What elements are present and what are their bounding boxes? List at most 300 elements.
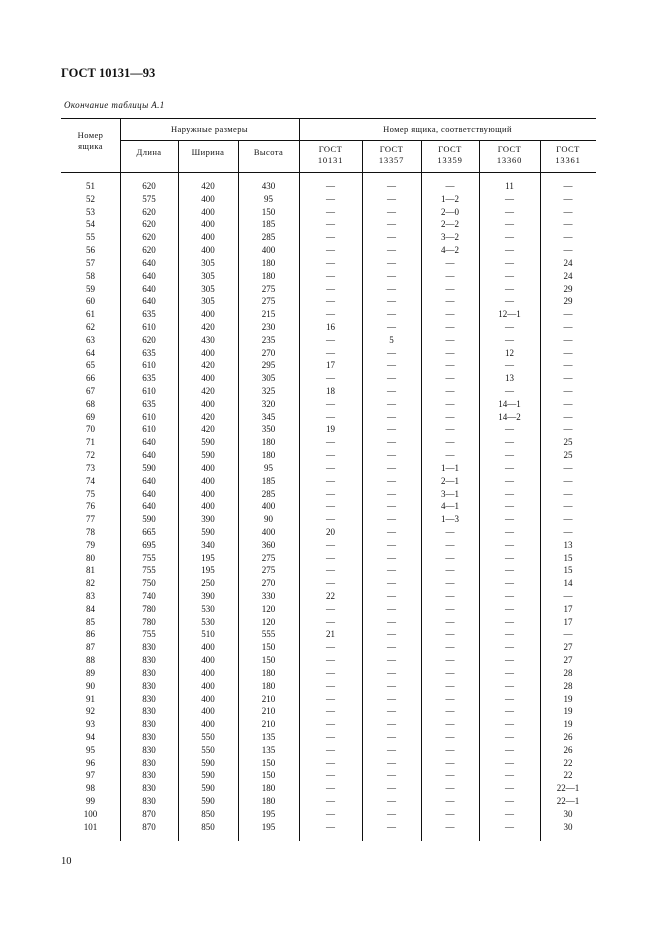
table-cell: 420 (201, 181, 215, 191)
table-cell: — (326, 411, 335, 422)
table-cell: 90 (264, 514, 273, 525)
table-cell: 420 (201, 411, 215, 422)
table-cell: — (445, 603, 455, 614)
table-cell: 830 (142, 731, 156, 742)
table-cell: 400 (201, 680, 215, 691)
table-cell: 285 (261, 232, 276, 243)
table-cell: 275 (261, 565, 276, 576)
table-cell: — (445, 821, 455, 832)
document-title: ГОСТ 10131—93 (61, 66, 156, 80)
table-cell: — (326, 309, 335, 320)
table-cell: 400 (201, 693, 215, 704)
table-cell: 70 (86, 424, 95, 435)
table-cell: 325 (261, 386, 276, 396)
table-cell: 620 (142, 206, 156, 217)
table-cell: — (505, 437, 514, 448)
table-cell: 420 (201, 424, 215, 435)
table-cell: — (445, 321, 455, 332)
table-cell: 400 (201, 655, 215, 666)
table-cell: 575 (142, 193, 156, 204)
table-cell: 870 (142, 808, 156, 819)
table-row (61, 244, 596, 257)
table-cell: 64 (86, 347, 95, 358)
table-row (61, 513, 596, 526)
table-cell: — (505, 424, 514, 435)
table-cell: — (387, 360, 396, 371)
table-cell: — (445, 296, 455, 307)
table-cell: — (387, 667, 396, 678)
table-row (61, 385, 596, 398)
table-cell: 620 (142, 181, 156, 191)
table-cell: 30 (563, 821, 573, 832)
dimensions-table (61, 118, 596, 841)
table-cell: 98 (86, 783, 95, 794)
table-cell: 640 (142, 475, 156, 486)
table-cell: — (326, 232, 335, 243)
table-cell: 610 (142, 411, 156, 422)
table-cell: — (505, 783, 514, 794)
table-cell: 180 (261, 667, 276, 678)
table-cell: 22 (563, 757, 573, 768)
table-cell: 635 (142, 373, 156, 384)
table-cell: 78 (86, 526, 95, 537)
table-cell: 76 (86, 501, 95, 512)
table-cell: 4—1 (441, 501, 459, 512)
table-cell: 20 (326, 526, 335, 537)
table-cell: 1—3 (441, 514, 459, 525)
table-cell: — (387, 757, 396, 768)
table-row (61, 180, 596, 193)
header-box-number: Номер ящика (77, 130, 104, 151)
table-cell: 93 (86, 719, 95, 730)
table-cell: 27 (563, 642, 573, 653)
table-cell: 590 (201, 796, 215, 806)
table-cell: — (326, 655, 335, 666)
table-row (61, 808, 596, 821)
table-cell: 2—1 (441, 475, 459, 486)
table-cell: — (387, 398, 396, 409)
table-cell: — (563, 309, 573, 320)
table-cell: — (505, 360, 514, 371)
table-cell: — (563, 206, 573, 217)
table-cell: — (505, 462, 514, 473)
table-cell: — (505, 257, 514, 268)
table-cell: 150 (261, 655, 276, 666)
table-cell: — (326, 680, 335, 691)
table-cell: 83 (86, 591, 95, 601)
table-cell: 150 (261, 757, 276, 768)
table-cell: — (505, 232, 514, 243)
table-row (61, 769, 596, 782)
table-cell: 180 (261, 783, 276, 794)
table-cell: — (387, 296, 396, 307)
table-cell: 400 (261, 526, 276, 537)
table-cell: 275 (261, 283, 276, 294)
table-cell: — (505, 334, 514, 345)
table-cell: — (563, 526, 573, 537)
table-cell: 640 (142, 257, 156, 268)
table-cell: — (445, 257, 455, 268)
table-cell: 95 (264, 462, 273, 473)
table-cell: 640 (142, 296, 156, 307)
table-row (61, 411, 596, 424)
table-cell: 95 (264, 193, 273, 204)
table-row (61, 552, 596, 565)
header-outer-dimensions: Наружные размеры (171, 124, 248, 134)
table-cell: 3—2 (441, 232, 459, 243)
table-cell: 2—2 (441, 219, 459, 230)
table-cell: — (387, 642, 396, 653)
table-cell: — (387, 526, 396, 537)
table-cell: — (505, 616, 514, 627)
table-cell: 390 (201, 514, 215, 525)
table-cell: 28 (563, 680, 573, 691)
table-cell: — (387, 629, 396, 640)
table-row (61, 680, 596, 693)
table-cell: 22 (563, 770, 573, 781)
table-cell: — (563, 462, 573, 473)
table-cell: 275 (261, 296, 276, 307)
table-cell: — (326, 719, 335, 730)
table-cell: 320 (261, 398, 276, 409)
table-cell: — (326, 181, 335, 191)
table-cell: — (387, 450, 396, 461)
gost-number: 13357 (378, 155, 405, 165)
table-cell: — (563, 334, 573, 345)
table-cell: — (445, 539, 455, 550)
table-cell: — (326, 808, 335, 819)
table-cell: — (563, 386, 573, 396)
table-cell: 1—1 (441, 462, 459, 473)
table-cell: 420 (201, 321, 215, 332)
table-cell: 55 (86, 232, 95, 243)
table-cell: 275 (261, 552, 276, 563)
table-cell: 590 (201, 450, 215, 461)
table-cell: 620 (142, 232, 156, 243)
table-cell: — (505, 757, 514, 768)
table-cell: 400 (201, 706, 215, 717)
table-cell: — (563, 181, 573, 191)
table-cell: — (387, 821, 396, 832)
table-cell: 420 (201, 360, 215, 371)
table-cell: 68 (86, 398, 95, 409)
table-cell: 100 (83, 808, 98, 819)
table-cell: 22—1 (556, 783, 580, 794)
table-row (61, 757, 596, 770)
table-cell: — (505, 578, 514, 589)
table-cell: 24 (563, 257, 573, 268)
table-cell: 230 (261, 321, 276, 332)
table-top-rule (61, 118, 596, 119)
table-cell: — (326, 501, 335, 512)
table-cell: 22—1 (556, 796, 580, 806)
table-cell: — (326, 706, 335, 717)
table-cell: 195 (261, 808, 276, 819)
table-body (61, 180, 596, 833)
gost-header-rule (299, 140, 596, 141)
table-cell: 620 (142, 334, 156, 345)
table-cell: — (445, 347, 455, 358)
table-cell: — (326, 552, 335, 563)
table-cell: — (505, 719, 514, 730)
table-cell: 345 (261, 411, 276, 422)
table-cell: 75 (86, 488, 95, 499)
table-cell: — (326, 475, 335, 486)
table-cell: 59 (86, 283, 95, 294)
table-row (61, 744, 596, 757)
table-cell: 610 (142, 424, 156, 435)
table-cell: 400 (261, 245, 276, 256)
table-cell: — (445, 309, 455, 320)
table-cell: — (326, 539, 335, 550)
table-row (61, 449, 596, 462)
table-cell: — (505, 526, 514, 537)
table-cell: 120 (261, 603, 276, 614)
table-cell: — (387, 808, 396, 819)
table-row (61, 462, 596, 475)
table-row (61, 718, 596, 731)
table-cell: — (387, 424, 396, 435)
gost-number: 13359 (437, 155, 463, 165)
table-cell: — (387, 578, 396, 589)
table-cell: — (387, 680, 396, 691)
table-row (61, 590, 596, 603)
table-cell: — (387, 321, 396, 332)
table-cell: 850 (201, 821, 215, 832)
table-cell: 185 (261, 475, 276, 486)
table-cell: — (387, 591, 396, 601)
table-cell: — (505, 193, 514, 204)
table-cell: 120 (261, 616, 276, 627)
table-cell: 305 (201, 283, 215, 294)
table-cell: — (387, 770, 396, 781)
table-cell: 390 (201, 591, 215, 601)
table-cell: 22 (326, 591, 335, 601)
table-cell: 400 (201, 719, 215, 730)
table-cell: — (326, 257, 335, 268)
table-cell: — (505, 591, 514, 601)
table-cell: — (563, 488, 573, 499)
table-cell: — (326, 783, 335, 794)
table-cell: 3—1 (441, 488, 459, 499)
table-cell: — (326, 334, 335, 345)
table-cell: — (387, 270, 396, 281)
table-cell: — (563, 360, 573, 371)
table-cell: 91 (86, 693, 95, 704)
table-cell: 74 (86, 475, 95, 486)
table-cell: 400 (201, 219, 215, 230)
table-cell: 430 (261, 181, 276, 191)
table-cell: — (505, 706, 514, 717)
table-row (61, 359, 596, 372)
table-cell: — (445, 719, 455, 730)
table-cell: 640 (142, 488, 156, 499)
table-cell: 400 (201, 245, 215, 256)
table-cell: — (445, 411, 455, 422)
table-row (61, 821, 596, 834)
table-cell: 94 (86, 731, 95, 742)
table-cell: — (505, 270, 514, 281)
table-cell: 305 (201, 257, 215, 268)
table-cell: — (387, 488, 396, 499)
table-cell: 89 (86, 667, 95, 678)
table-cell: — (387, 475, 396, 486)
table-cell: — (387, 693, 396, 704)
table-cell: 635 (142, 398, 156, 409)
table-cell: — (445, 283, 455, 294)
table-cell: — (445, 770, 455, 781)
table-cell: 24 (563, 270, 573, 281)
table-cell: 830 (142, 680, 156, 691)
table-cell: 870 (142, 821, 156, 832)
table-cell: — (387, 796, 396, 806)
table-row (61, 628, 596, 641)
table-cell: 830 (142, 642, 156, 653)
table-cell: 58 (86, 270, 95, 281)
table-cell: — (445, 693, 455, 704)
table-cell: — (563, 232, 573, 243)
table-cell: — (445, 398, 455, 409)
table-cell: 87 (86, 642, 95, 653)
table-cell: — (326, 565, 335, 576)
table-cell: 85 (86, 616, 95, 627)
table-cell: — (505, 796, 514, 806)
table-cell: 215 (261, 309, 276, 320)
table-cell: 270 (261, 347, 276, 358)
table-cell: — (505, 501, 514, 512)
table-cell: 18 (326, 386, 335, 396)
table-cell: 550 (201, 744, 215, 755)
gost-label: ГОСТ (438, 144, 462, 154)
table-row (61, 500, 596, 513)
table-row (61, 667, 596, 680)
table-cell: 400 (201, 501, 215, 512)
table-cell: — (387, 219, 396, 230)
table-cell: 270 (261, 578, 276, 589)
table-cell: — (387, 616, 396, 627)
table-cell: 15 (563, 552, 573, 563)
table-cell: 550 (201, 731, 215, 742)
table-cell: — (445, 667, 455, 678)
table-row (61, 206, 596, 219)
table-cell: 14 (563, 578, 573, 589)
table-cell: — (505, 680, 514, 691)
table-cell: 61 (86, 309, 95, 320)
table-cell: — (505, 667, 514, 678)
header-corresponding-box-number: Номер ящика, соответствующий (383, 124, 512, 134)
table-cell: — (563, 347, 573, 358)
table-cell: 72 (86, 450, 95, 461)
table-cell: — (326, 206, 335, 217)
table-row (61, 283, 596, 296)
table-cell: — (326, 219, 335, 230)
table-cell: 590 (201, 783, 215, 794)
table-cell: 5 (389, 334, 394, 345)
table-cell: 185 (261, 219, 276, 230)
table-cell: 2—0 (441, 206, 459, 217)
table-cell: — (326, 283, 335, 294)
table-cell: 180 (261, 270, 276, 281)
table-cell: — (445, 526, 455, 537)
table-cell: — (326, 796, 335, 806)
table-cell: 400 (261, 501, 276, 512)
table-cell: 86 (86, 629, 95, 640)
table-cell: 71 (86, 437, 95, 448)
table-cell: 88 (86, 655, 95, 666)
table-cell: — (445, 706, 455, 717)
table-cell: 830 (142, 757, 156, 768)
table-cell: 27 (563, 655, 573, 666)
table-cell: — (445, 642, 455, 653)
table-cell: — (563, 219, 573, 230)
table-cell: 590 (201, 526, 215, 537)
table-cell: — (326, 821, 335, 832)
table-cell: — (387, 245, 396, 256)
table-cell: — (505, 565, 514, 576)
table-cell: — (445, 181, 455, 191)
table-cell: — (326, 193, 335, 204)
table-cell: 92 (86, 706, 95, 717)
table-cell: 73 (86, 462, 95, 473)
table-cell: 740 (142, 591, 156, 601)
table-cell: — (387, 181, 396, 191)
table-cell: 400 (201, 373, 215, 384)
table-cell: 305 (201, 270, 215, 281)
header-width: Ширина (191, 147, 225, 157)
table-cell: 90 (86, 680, 95, 691)
table-cell: — (445, 360, 455, 371)
table-cell: 635 (142, 347, 156, 358)
table-cell: 97 (86, 770, 95, 781)
table-cell: 195 (261, 821, 276, 832)
table-cell: — (387, 719, 396, 730)
table-cell: 26 (563, 744, 573, 755)
table-cell: 665 (142, 526, 156, 537)
table-cell: 19 (563, 706, 573, 717)
table-cell: — (326, 693, 335, 704)
table-cell: — (445, 783, 455, 794)
table-cell: — (563, 398, 573, 409)
table-cell: — (387, 462, 396, 473)
table-cell: 510 (201, 629, 215, 640)
table-cell: 830 (142, 655, 156, 666)
table-cell: 400 (201, 475, 215, 486)
table-cell: — (445, 270, 455, 281)
table-cell: 195 (201, 552, 215, 563)
table-cell: — (387, 411, 396, 422)
table-cell: — (563, 424, 573, 435)
table-cell: 755 (142, 629, 156, 640)
table-cell: 610 (142, 321, 156, 332)
table-cell: — (563, 373, 573, 384)
table-cell: 830 (142, 744, 156, 755)
table-cell: 830 (142, 783, 156, 794)
page-number: 10 (61, 856, 72, 867)
table-cell: 400 (201, 462, 215, 473)
table-cell: — (563, 475, 573, 486)
table-cell: 430 (201, 334, 215, 345)
table-cell: 400 (201, 667, 215, 678)
table-cell: — (387, 206, 396, 217)
table-cell: — (505, 603, 514, 614)
table-cell: — (445, 373, 455, 384)
table-cell: 830 (142, 667, 156, 678)
table-cell: 400 (201, 488, 215, 499)
table-cell: 54 (86, 219, 95, 230)
table-cell: 330 (261, 591, 276, 601)
table-cell: 99 (86, 796, 95, 806)
table-cell: 400 (201, 206, 215, 217)
